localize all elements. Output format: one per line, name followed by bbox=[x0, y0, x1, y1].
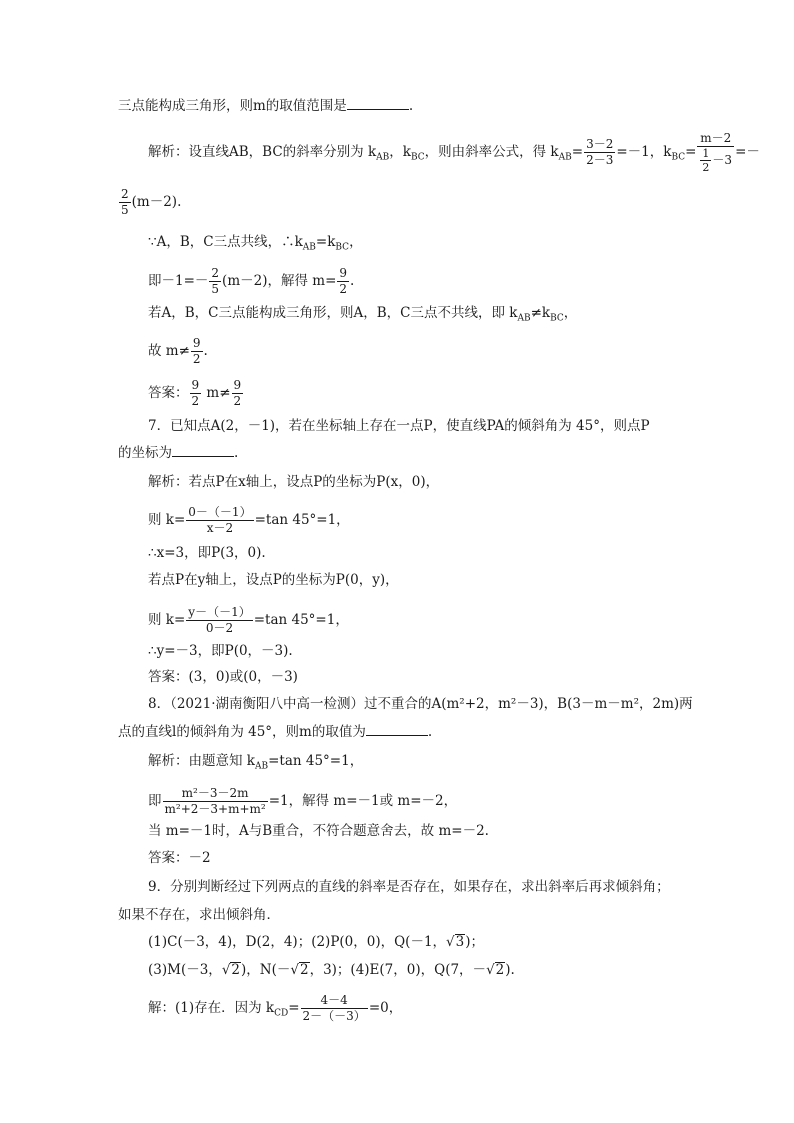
text-run: . bbox=[203, 343, 208, 359]
fraction bbox=[186, 605, 252, 636]
text-run: (1)C(－3，4)，D(2，4)；(2)P(0，0)，Q(－1， bbox=[148, 934, 447, 950]
line-5 bbox=[148, 266, 354, 297]
fraction bbox=[163, 786, 268, 817]
text-run: =0， bbox=[368, 1000, 403, 1016]
line-23-answer bbox=[148, 848, 211, 868]
text-run: 5 bbox=[121, 203, 129, 217]
text-run: = bbox=[685, 144, 697, 160]
text-run: 4－4 bbox=[301, 993, 368, 1009]
answer-blank bbox=[172, 456, 234, 457]
text-run: 若A，B，C三点能构成三角形，则A，B，C三点不共线，即 k bbox=[148, 305, 518, 321]
text-run: ∴x=3，即P(3，0). bbox=[148, 545, 266, 561]
fraction bbox=[190, 378, 202, 409]
text-run: AB bbox=[254, 761, 269, 772]
text-run: . bbox=[408, 98, 414, 114]
text-run: 则 k= bbox=[148, 512, 186, 528]
text-run: 7．已知点A(2，－1)，若在坐标轴上存在一点P，使直线PA的倾斜角为 45°，则点P bbox=[148, 418, 650, 434]
text-run: 1 bbox=[702, 147, 710, 160]
fraction bbox=[209, 266, 221, 297]
text-run: 2－（－3） bbox=[302, 1009, 366, 1023]
line-9-question-7 bbox=[148, 416, 650, 436]
fraction bbox=[700, 147, 711, 174]
text-run: 9 bbox=[233, 378, 242, 392]
text-run: =1，解得 m=－1或 m=－2， bbox=[268, 793, 458, 809]
line-2 bbox=[148, 131, 760, 174]
text-run: 8．（2021·湖南衡阳八中高一检测）过不重合的A(m²+2，m²－3)，B(3－m－m²，2m)两 bbox=[148, 696, 693, 712]
text-run: =tan 45°=1， bbox=[268, 753, 364, 769]
line-19 bbox=[118, 722, 432, 742]
text-run: ∵A，B，C三点共线，∴k bbox=[148, 234, 303, 250]
text-run: =tan 45°=1， bbox=[254, 512, 350, 528]
line-22 bbox=[148, 821, 489, 841]
text-run: 3 bbox=[455, 934, 465, 950]
text-run: ∴y=－3，即P(0，－3). bbox=[148, 643, 293, 659]
text-run: 2 bbox=[211, 266, 220, 280]
text-run: 答案： bbox=[148, 385, 189, 401]
text-run: 三点能构成三角形，则m的取值范围是 bbox=[118, 98, 347, 114]
line-16 bbox=[148, 641, 293, 661]
text-run: . bbox=[234, 445, 239, 461]
text-run: 如果不存在，求出倾斜角． bbox=[118, 907, 280, 923]
text-run: 2 bbox=[495, 962, 505, 978]
line-15 bbox=[148, 605, 349, 636]
text-run: 9 bbox=[191, 378, 200, 392]
text-run: (3)M(－3， bbox=[148, 962, 222, 978]
answer-blank bbox=[366, 735, 428, 736]
text-run: AB bbox=[376, 152, 390, 163]
text-run: m≠ bbox=[202, 385, 231, 401]
text-run: BC bbox=[671, 152, 686, 163]
line-8-answer bbox=[148, 378, 244, 409]
fraction bbox=[697, 131, 734, 174]
fraction bbox=[301, 993, 368, 1024]
text-run: 5 bbox=[211, 282, 220, 296]
line-4 bbox=[148, 232, 363, 258]
text-run: 2 bbox=[191, 394, 200, 408]
text-run: 2 bbox=[192, 352, 201, 366]
fraction bbox=[584, 137, 615, 168]
text-run: 解析：若点P在x轴上，设点P的坐标为P(x，0)， bbox=[148, 474, 440, 490]
text-run: 2 bbox=[233, 394, 242, 408]
text-run: . bbox=[427, 724, 433, 740]
line-7 bbox=[148, 336, 208, 367]
line-26: (1)C(－3，4)，D(2，4)；(2)P(0，0)，Q(－1，√3)； bbox=[148, 934, 485, 950]
text-run: 即－1=－ bbox=[148, 273, 209, 289]
text-run: 9．分别判断经过下列两点的直线的斜率是否存在，如果存在，求出斜率后再求倾斜角； bbox=[148, 879, 670, 895]
text-run: )，N(－ bbox=[241, 962, 291, 978]
text-run: 故 m≠ bbox=[148, 343, 190, 359]
text-run: = bbox=[288, 1000, 300, 1016]
text-run: (m－2). bbox=[131, 194, 182, 210]
fraction bbox=[119, 187, 131, 218]
fraction bbox=[186, 505, 253, 536]
answer-blank bbox=[347, 109, 409, 110]
text-run: m－2 bbox=[697, 131, 734, 147]
text-run: =tan 45°=1， bbox=[253, 612, 349, 628]
text-run: ， bbox=[563, 305, 578, 321]
text-run: 则 k= bbox=[148, 612, 186, 628]
line-14 bbox=[148, 570, 399, 590]
text-run: 2 bbox=[121, 187, 129, 201]
text-run: 9 bbox=[192, 336, 201, 350]
text-run: BC bbox=[335, 242, 350, 253]
line-12 bbox=[148, 505, 350, 536]
text-run: 2 bbox=[299, 962, 309, 978]
line-11 bbox=[148, 472, 439, 492]
text-run: m²－3－2m bbox=[163, 786, 268, 802]
text-run: 答案：－2 bbox=[148, 850, 211, 866]
line-27: (3)M(－3，√2)，N(－√2，3)；(4)E(7，0)，Q(7，－√2). bbox=[148, 962, 515, 978]
line-3 bbox=[118, 187, 181, 218]
line-28 bbox=[148, 993, 402, 1024]
text-run: 解析：设直线AB，BC的斜率分别为 k bbox=[148, 144, 377, 160]
text-run: CD bbox=[274, 1008, 289, 1019]
fraction bbox=[337, 266, 349, 297]
text-run: ，3)；(4)E(7，0)，Q(7，－ bbox=[309, 962, 487, 978]
text-run: 解析：由题意知 k bbox=[148, 753, 255, 769]
text-run: 答案：(3，0)或(0，－3) bbox=[148, 669, 298, 685]
fraction bbox=[191, 336, 203, 367]
line-1 bbox=[118, 96, 413, 116]
text-run: BC bbox=[410, 152, 425, 163]
text-run: 当 m=－1时，A与B重合，不符合题意舍去，故 m=－2. bbox=[148, 823, 489, 839]
text-run: = bbox=[571, 144, 584, 160]
line-17-answer bbox=[148, 667, 298, 687]
text-run: 0－（－1） bbox=[188, 505, 252, 519]
text-run: =k bbox=[315, 234, 336, 250]
line-10 bbox=[118, 443, 238, 463]
text-run: ). bbox=[505, 962, 515, 978]
text-run: ，k bbox=[389, 144, 411, 160]
line-21 bbox=[148, 786, 457, 817]
text-run: 解：(1)存在．因为 k bbox=[148, 1000, 275, 1016]
text-run: ≠k bbox=[530, 305, 551, 321]
line-24-question-9 bbox=[148, 877, 670, 897]
fraction bbox=[232, 378, 244, 409]
text-run: 2 bbox=[702, 161, 710, 174]
text-run: m²+2－3+m+m² bbox=[164, 802, 266, 816]
text-run: 0－2 bbox=[205, 621, 234, 635]
text-run: x－2 bbox=[206, 521, 234, 535]
text-run: 2－3 bbox=[586, 153, 614, 167]
text-run: ，则由斜率公式，得 k bbox=[424, 144, 559, 160]
line-13 bbox=[148, 543, 266, 563]
text-run: 若点P在y轴上，设点P的坐标为P(0，y)， bbox=[148, 572, 399, 588]
text-run: 即 bbox=[148, 793, 162, 809]
text-run: )； bbox=[465, 934, 485, 950]
text-run: 点的直线l的倾斜角为 45°，则m的取值为 bbox=[118, 724, 366, 740]
text-run: 的坐标为 bbox=[118, 445, 172, 461]
text-run: =－ bbox=[735, 144, 760, 160]
text-run: =－1，k bbox=[616, 144, 672, 160]
text-run: ， bbox=[349, 234, 363, 250]
text-run: 2 bbox=[231, 962, 241, 978]
text-run: 3－2 bbox=[586, 137, 614, 151]
text-run: BC bbox=[550, 313, 564, 324]
text-run: 9 bbox=[339, 266, 348, 280]
line-25 bbox=[118, 905, 280, 925]
line-6 bbox=[148, 303, 577, 329]
line-20 bbox=[148, 751, 363, 777]
text-run: AB bbox=[302, 242, 316, 253]
text-run: －3 bbox=[712, 153, 733, 167]
text-run: y－（－1） bbox=[188, 605, 251, 619]
text-run: AB bbox=[517, 313, 531, 324]
text-run: (m－2)，解得 m= bbox=[222, 273, 337, 289]
line-18-question-8 bbox=[148, 694, 693, 714]
text-run: . bbox=[350, 273, 355, 289]
text-run: AB bbox=[558, 152, 572, 163]
text-run: 2 bbox=[339, 282, 348, 296]
